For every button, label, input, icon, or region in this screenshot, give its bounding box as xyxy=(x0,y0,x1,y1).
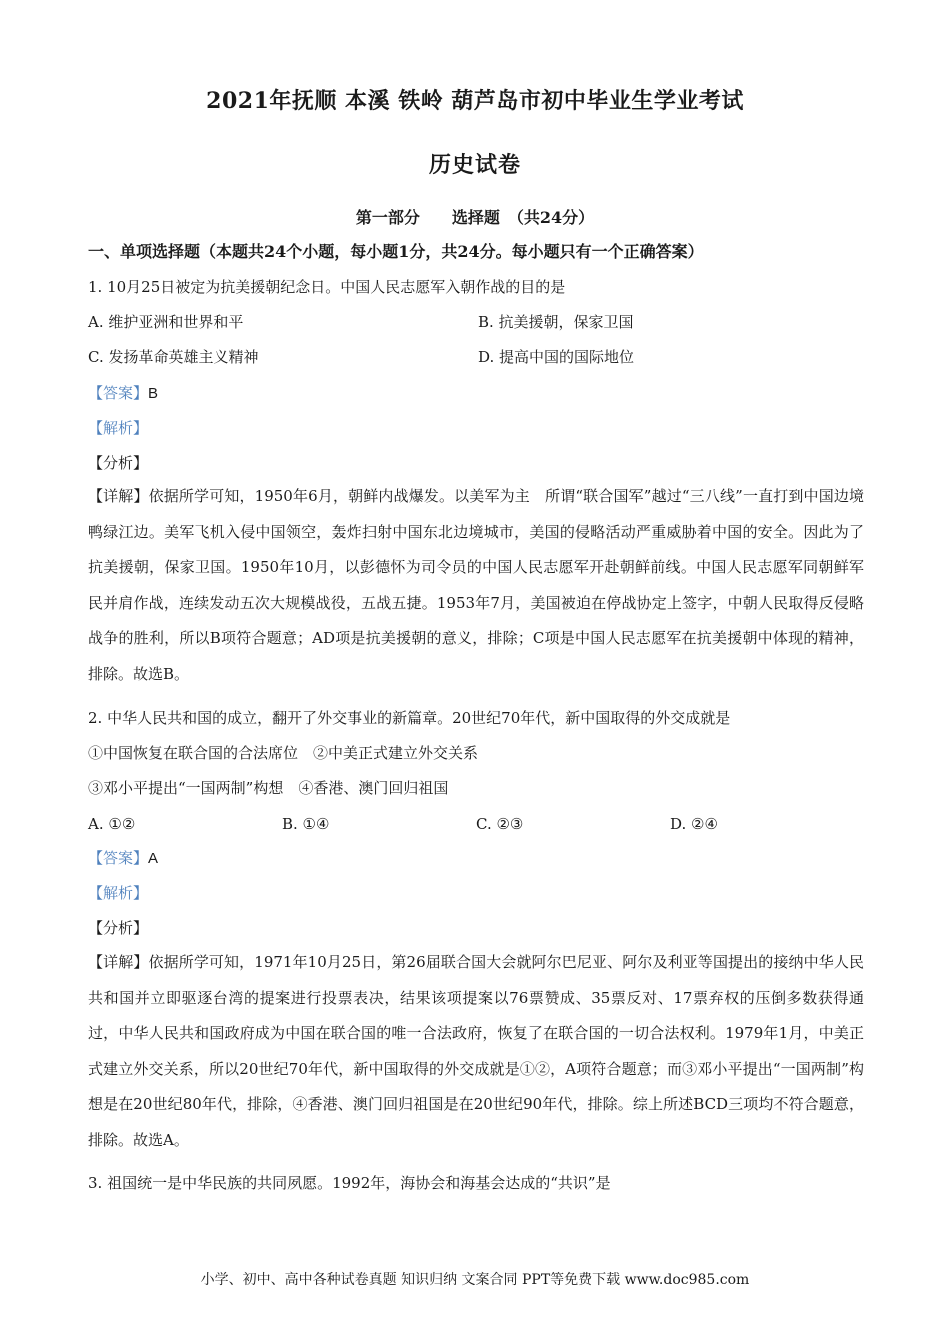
q2-fenxi-label: 【分析】 xyxy=(88,919,149,937)
detail-text: 依据所学可知，1950年6月，朝鲜内战爆发。以美军为主 所谓“联合国军”越过“三八线”一直打到中国边境鸭绿江边。美军飞机入侵中国领空，轰炸扫射中国东北边境城市，美国的侵略活动严重威胁着中国的安全。因此为了抗美援朝，保家卫国。1950年10月，以彭德怀为司令员的中国人民志愿军开赴朝鲜前线。中国人民志愿军同朝鲜军民并肩作战，连续发动五次大规模战役，五战五捷。1953年7月，美国被迫在停战协定上签字，中朝人民取得反侵略战争的胜利，所以B项符合题意；AD项是抗美援朝的意义，排除；C项是中国人民志愿军在抗美援朝中体现的精神，排除。故选B。 xyxy=(88,487,864,683)
q3-stem: 3. 祖国统一是中华民族的共同夙愿。1992年，海协会和海基会达成的“共识”是 xyxy=(88,1174,611,1192)
q2-option-d: D. ②④ xyxy=(670,815,718,833)
q2-items-2: ③邓小平提出“一国两制”构想 ④香港、澳门回归祖国 xyxy=(88,779,449,797)
q2-items-1: ①中国恢复在联合国的合法席位 ②中美正式建立外交关系 xyxy=(88,744,479,762)
q2-jiexi-label: 【解析】 xyxy=(88,884,149,902)
q1-jiexi-label: 【解析】 xyxy=(88,419,149,437)
q1-stem: 1. 10月25日被定为抗美援朝纪念日。中国人民志愿军入朝作战的目的是 xyxy=(88,278,566,296)
q2-option-b: B. ①④ xyxy=(282,815,330,833)
q1-option-c: C. 发扬革命英雄主义精神 xyxy=(88,348,259,366)
exam-subtitle: 历史试卷 xyxy=(428,152,521,178)
part-heading: 第一部分 选择题 （共24分） xyxy=(355,208,595,227)
answer-value: A xyxy=(148,850,159,867)
exam-title: 2021年抚顺 本溪 铁岭 葫芦岛市初中毕业生学业考试 xyxy=(206,88,744,114)
detail-label: 【详解】 xyxy=(88,487,149,505)
q1-fenxi-label: 【分析】 xyxy=(88,454,149,472)
q1-detail xyxy=(88,479,864,692)
q2-option-a: A. ①② xyxy=(88,815,136,833)
q1-answer xyxy=(88,382,158,405)
q1-option-b: B. 抗美援朝，保家卫国 xyxy=(478,313,634,331)
page-footer: 小学、初中、高中各种试卷真题 知识归纳 文案合同 PPT等免费下载 www.doc985.com xyxy=(200,1272,750,1288)
q2-stem: 2. 中华人民共和国的成立，翻开了外交事业的新篇章。20世纪70年代，新中国取得的外交成就是 xyxy=(88,709,731,727)
detail-text: 依据所学可知，1971年10月25日，第26届联合国大会就阿尔巴尼亚、阿尔及利亚等国提出的接纳中华人民共和国并立即驱逐台湾的提案进行投票表决，结果该项提案以76票赞成、35票反对、17票弃权的压倒多数获得通过，中华人民共和国政府成为中国在联合国的唯一合法政府，恢复了在联合国的一切合法权利。1979年1月，中美正式建立外交关系，所以20世纪70年代，新中国取得的外交成就是①②，A项符合题意；而③邓小平提出“一国两制”构想是在20世纪80年代，排除，④香港、澳门回归祖国是在20世纪90年代，排除。综上所述BCD三项均不符合题意，排除。故选A。 xyxy=(88,953,864,1149)
q1-option-a: A. 维护亚洲和世界和平 xyxy=(88,313,244,331)
answer-label: 【答案】 xyxy=(88,849,149,867)
q2-answer xyxy=(88,847,158,870)
detail-label: 【详解】 xyxy=(88,953,149,971)
answer-label: 【答案】 xyxy=(88,384,149,402)
q2-option-c: C. ②③ xyxy=(476,815,524,833)
q1-option-d: D. 提高中国的国际地位 xyxy=(478,348,635,366)
answer-value: B xyxy=(148,385,159,402)
section-heading: 一、单项选择题（本题共24个小题，每小题1分，共24分。每小题只有一个正确答案） xyxy=(88,242,704,261)
q2-detail xyxy=(88,945,864,1158)
